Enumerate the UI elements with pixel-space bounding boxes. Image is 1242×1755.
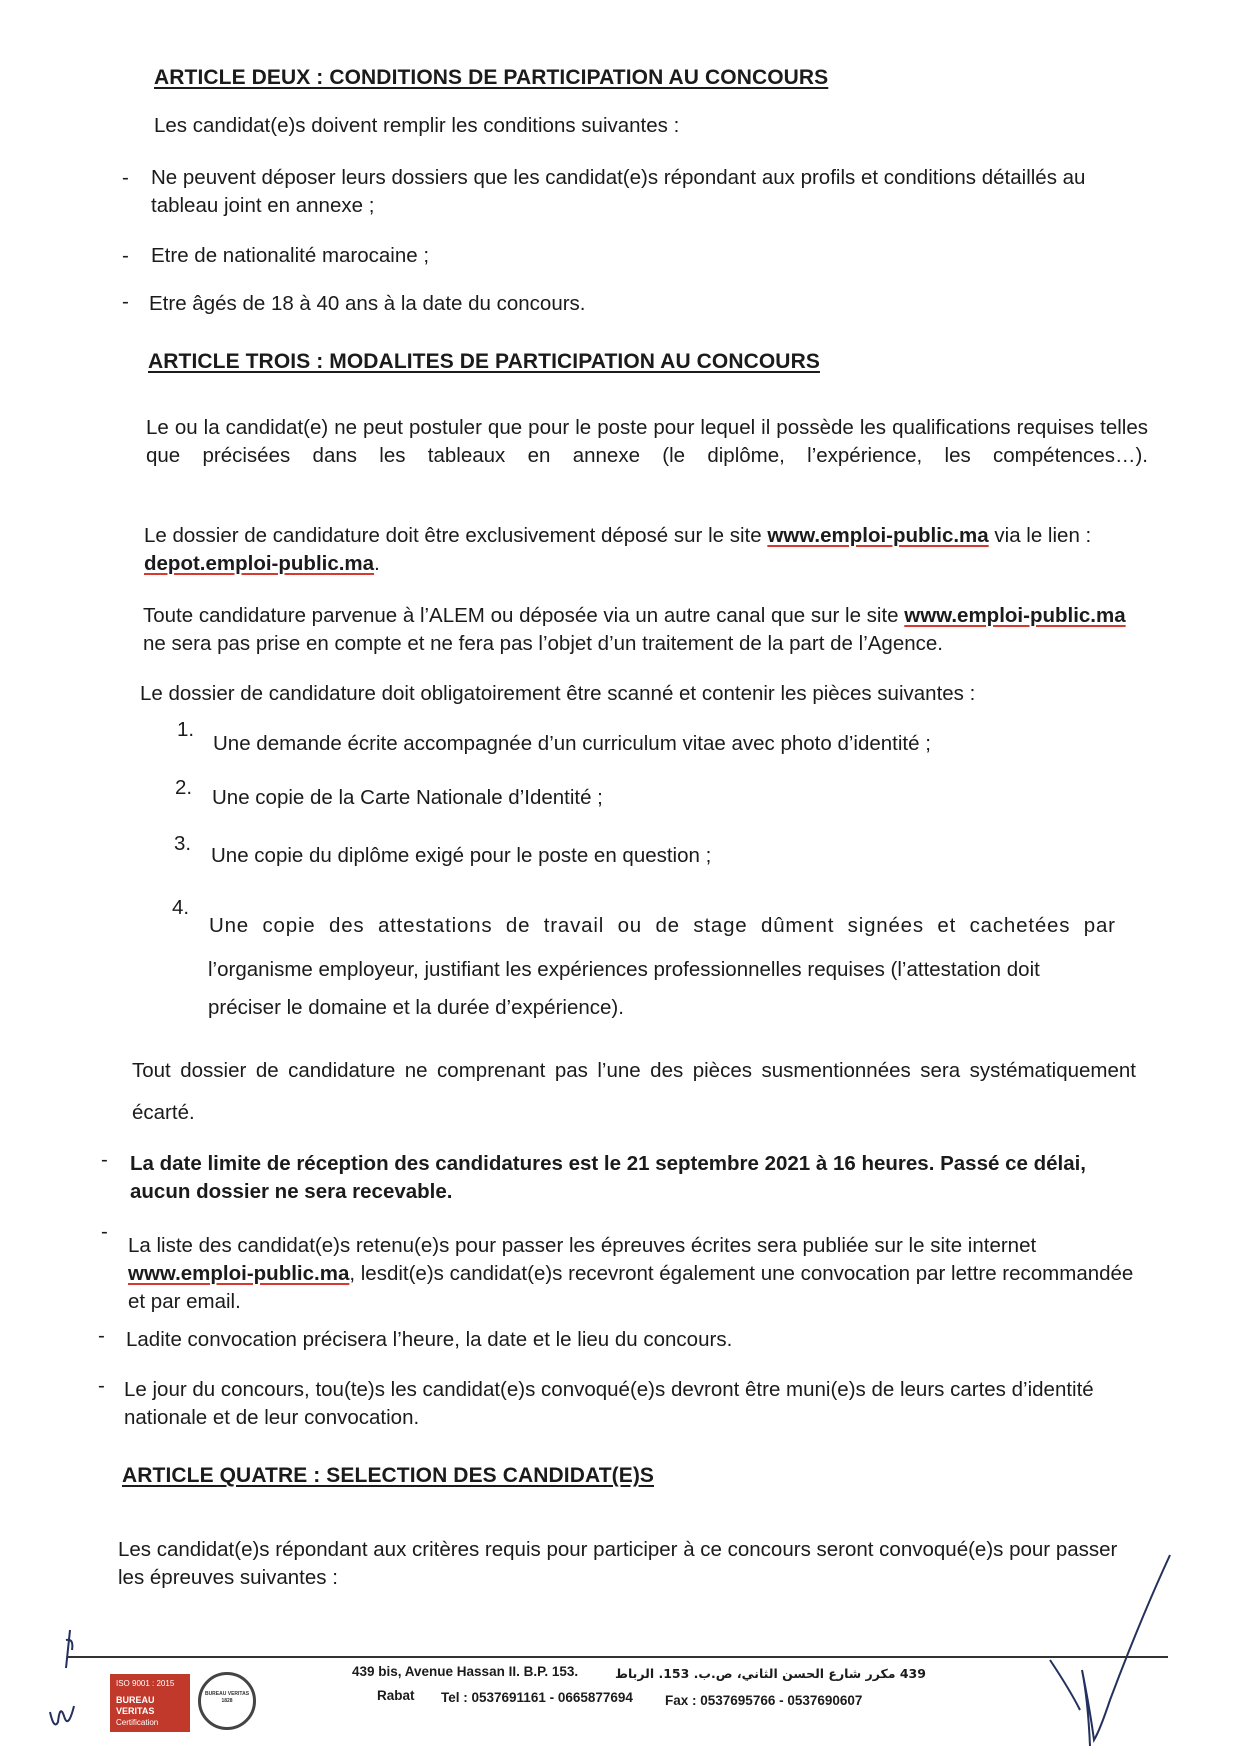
documents-intro: Le dossier de candidature doit obligatoirement être scanné et contenir les pièces suivantes : <box>140 682 976 705</box>
bullet-dash: - <box>122 166 129 189</box>
article-four-heading: ARTICLE QUATRE : SELECTION DES CANDIDAT(E)S <box>122 1464 655 1487</box>
eligibility-paragraph: Le ou la candidat(e) ne peut postuler que pour le poste pour lequel il possède les qualifications requises telles que précisées dans les tableaux en annexe (le diplôme, l’expérience, les compétences…). <box>146 416 1148 467</box>
handwritten-signature <box>1030 1550 1210 1750</box>
piece-item: préciser le domaine et la durée d’expérience). <box>208 996 624 1019</box>
badge-iso: ISO 9001 : 2015 <box>116 1679 175 1688</box>
footer-city: Rabat <box>377 1688 415 1703</box>
piece-item: Une demande écrite accompagnée d’un curriculum vitae avec photo d’identité ; <box>213 732 931 755</box>
rejection-paragraph: Tout dossier de candidature ne comprenant pas l’une des pièces susmentionnées sera systématiquement écarté. <box>132 1059 1136 1124</box>
article-two-heading: ARTICLE DEUX : CONDITIONS DE PARTICIPATION AU CONCOURS <box>154 66 829 89</box>
piece-number: 1. <box>177 718 195 741</box>
footer-address-fr: 439 bis, Avenue Hassan II. B.P. 153. <box>352 1664 579 1679</box>
results-text: La liste des candidat(e)s retenu(e)s pour passer les épreuves écrites sera publiée sur le site internet <box>128 1234 1037 1257</box>
certification-seal <box>198 1672 256 1730</box>
submission-text: . <box>374 552 380 575</box>
article-two-intro: Les candidat(e)s doivent remplir les conditions suivantes : <box>154 114 680 137</box>
channel-text: ne sera pas prise en compte et ne fera pas l’objet d’un traitement de la part de l’Agence. <box>143 632 943 655</box>
badge-name: BUREAU VERITAS <box>116 1695 155 1716</box>
depot-link[interactable]: depot.emploi-public.ma <box>144 552 375 575</box>
seal-text: BUREAU VERITAS 1828 <box>204 1691 250 1704</box>
submission-paragraph <box>144 522 1150 578</box>
bullet-dash: - <box>98 1374 105 1397</box>
piece-item: Une copie des attestations de travail ou de stage dûment signées et cachetées par <box>209 914 1116 937</box>
bullet-dash: - <box>122 244 129 267</box>
condition-item: Ne peuvent déposer leurs dossiers que les candidat(e)s répondant aux profils et conditions détaillés au tableau joint en annexe ; <box>151 166 1086 217</box>
site-link[interactable]: www.emploi-public.ma <box>904 604 1126 627</box>
bureau-veritas-badge <box>110 1674 190 1732</box>
convocation-bullet: Ladite convocation précisera l’heure, la date et le lieu du concours. <box>126 1328 733 1351</box>
footer-address-ar: 439 مكرر شارع الحسن الثاني، ص.ب. 153. الرباط <box>615 1666 926 1681</box>
submission-text: Le dossier de candidature doit être exclusivement déposé sur le site <box>144 524 768 547</box>
submission-text: via le lien : <box>988 524 1092 547</box>
exam-day-bullet: Le jour du concours, tou(te)s les candidat(e)s convoqué(e)s devront être muni(e)s de leurs cartes d’identité nationale et de leur convocation. <box>124 1378 1094 1429</box>
badge-sub: Certification <box>116 1718 159 1727</box>
site-link[interactable]: www.emploi-public.ma <box>767 524 989 547</box>
article-three-heading: ARTICLE TROIS : MODALITES DE PARTICIPATION AU CONCOURS <box>148 350 820 373</box>
footer-fax: Fax : 0537695766 - 0537690607 <box>665 1693 863 1705</box>
bullet-dash: - <box>101 1220 108 1243</box>
piece-item: Une copie de la Carte Nationale d’Identité ; <box>212 786 603 809</box>
results-text: , lesdit(e)s candidat(e)s recevront également une convocation par lettre recommandée et par email. <box>128 1262 1134 1313</box>
condition-item: Etre âgés de 18 à 40 ans à la date du concours. <box>149 292 586 315</box>
condition-item: Etre de nationalité marocaine ; <box>151 244 430 267</box>
footer-divider <box>68 1656 1168 1658</box>
channel-text: Toute candidature parvenue à l’ALEM ou déposée via un autre canal que sur le site <box>143 604 905 627</box>
deadline-bullet: La date limite de réception des candidatures est le 21 septembre 2021 à 16 heures. Passé ce délai, aucun dossier ne sera recevable. <box>130 1152 1086 1203</box>
results-bullet <box>128 1232 1138 1316</box>
bullet-dash: - <box>122 290 129 313</box>
bullet-dash: - <box>101 1148 108 1171</box>
piece-item: Une copie du diplôme exigé pour le poste en question ; <box>211 844 712 867</box>
handwritten-initials <box>40 1620 90 1740</box>
piece-number: 4. <box>172 896 190 919</box>
channel-paragraph <box>143 602 1151 658</box>
footer-phone: Tel : 0537691161 - 0665877694 <box>441 1690 633 1705</box>
piece-item: l’organisme employeur, justifiant les expériences professionnelles requises (l’attestation doit <box>208 958 1040 981</box>
bullet-dash: - <box>98 1324 105 1347</box>
site-link[interactable]: www.emploi-public.ma <box>128 1262 350 1285</box>
piece-number: 2. <box>175 776 193 799</box>
piece-number: 3. <box>174 832 192 855</box>
selection-paragraph: Les candidat(e)s répondant aux critères requis pour participer à ce concours seront convoqué(e)s pour passer les épreuves suivantes : <box>118 1538 1118 1589</box>
